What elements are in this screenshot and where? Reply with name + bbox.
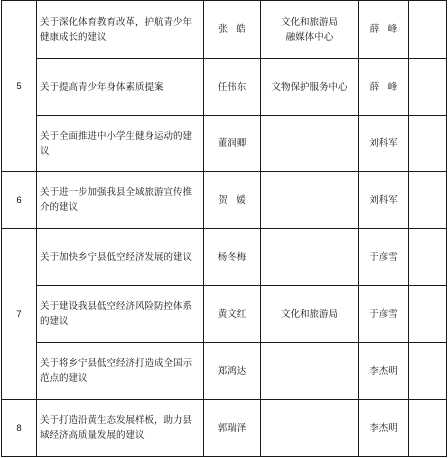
department-cell [261,343,359,400]
department-cell: 文化和旅游局 融媒体中心 [261,1,359,59]
proposer-cell: 杨冬梅 [204,229,261,286]
extra-cell [409,229,447,286]
group-number-cell: 5 [2,1,37,172]
extra-cell [409,286,447,343]
proposer-cell: 黄文红 [204,286,261,343]
proposal-title-cell: 关于将乡宁县低空经济打造成全国示范点的建议 [37,343,204,400]
proposer-cell: 贺媛 [204,172,261,229]
proposal-title-cell: 关于进一步加强我县全域旅游宣传推介的建议 [37,172,204,229]
table-row [2,59,447,116]
department-cell [261,172,359,229]
leader-cell: 李杰明 [359,400,409,457]
table-row [2,343,447,400]
proposal-title-cell: 关于打造沿黄生态发展样板，助力县域经济高质量发展的建议 [37,400,204,457]
proposal-title-cell: 关于加快乡宁县低空经济发展的建议 [37,229,204,286]
leader-cell: 于彦雪 [359,286,409,343]
table-row [2,172,447,229]
extra-cell [409,400,447,457]
proposer-cell: 董润卿 [204,116,261,172]
proposal-table-body [2,1,447,457]
extra-cell [409,172,447,229]
table-row [2,286,447,343]
proposal-title-cell: 关于深化体育教育改革，护航青少年健康成长的建议 [37,1,204,59]
leader-cell: 刘科军 [359,172,409,229]
department-cell [261,229,359,286]
proposer-cell: 郑鸿达 [204,343,261,400]
group-number-cell: 6 [2,172,37,229]
group-number-cell: 7 [2,229,37,400]
leader-cell: 薛峰 [359,1,409,59]
table-row [2,1,447,59]
group-number-cell: 8 [2,400,37,457]
table-row [2,229,447,286]
department-cell: 文化和旅游局 [261,286,359,343]
proposal-title-cell: 关于建设我县低空经济风险防控体系的建议 [37,286,204,343]
table-row [2,116,447,172]
extra-cell [409,116,447,172]
proposer-cell: 张皓 [204,1,261,59]
extra-cell [409,343,447,400]
extra-cell [409,1,447,59]
proposal-title-cell: 关于提高青少年身体素质提案 [37,59,204,116]
department-cell [261,116,359,172]
leader-cell: 薛峰 [359,59,409,116]
table-row [2,400,447,457]
leader-cell: 李杰明 [359,343,409,400]
proposal-title-cell: 关于全面推进中小学生健身运动的建议 [37,116,204,172]
proposer-cell: 任伟东 [204,59,261,116]
leader-cell: 于彦雪 [359,229,409,286]
proposer-cell: 郭瑞泽 [204,400,261,457]
proposal-table [1,0,447,457]
leader-cell: 刘科军 [359,116,409,172]
department-cell: 文物保护服务中心 [261,59,359,116]
department-cell [261,400,359,457]
extra-cell [409,59,447,116]
